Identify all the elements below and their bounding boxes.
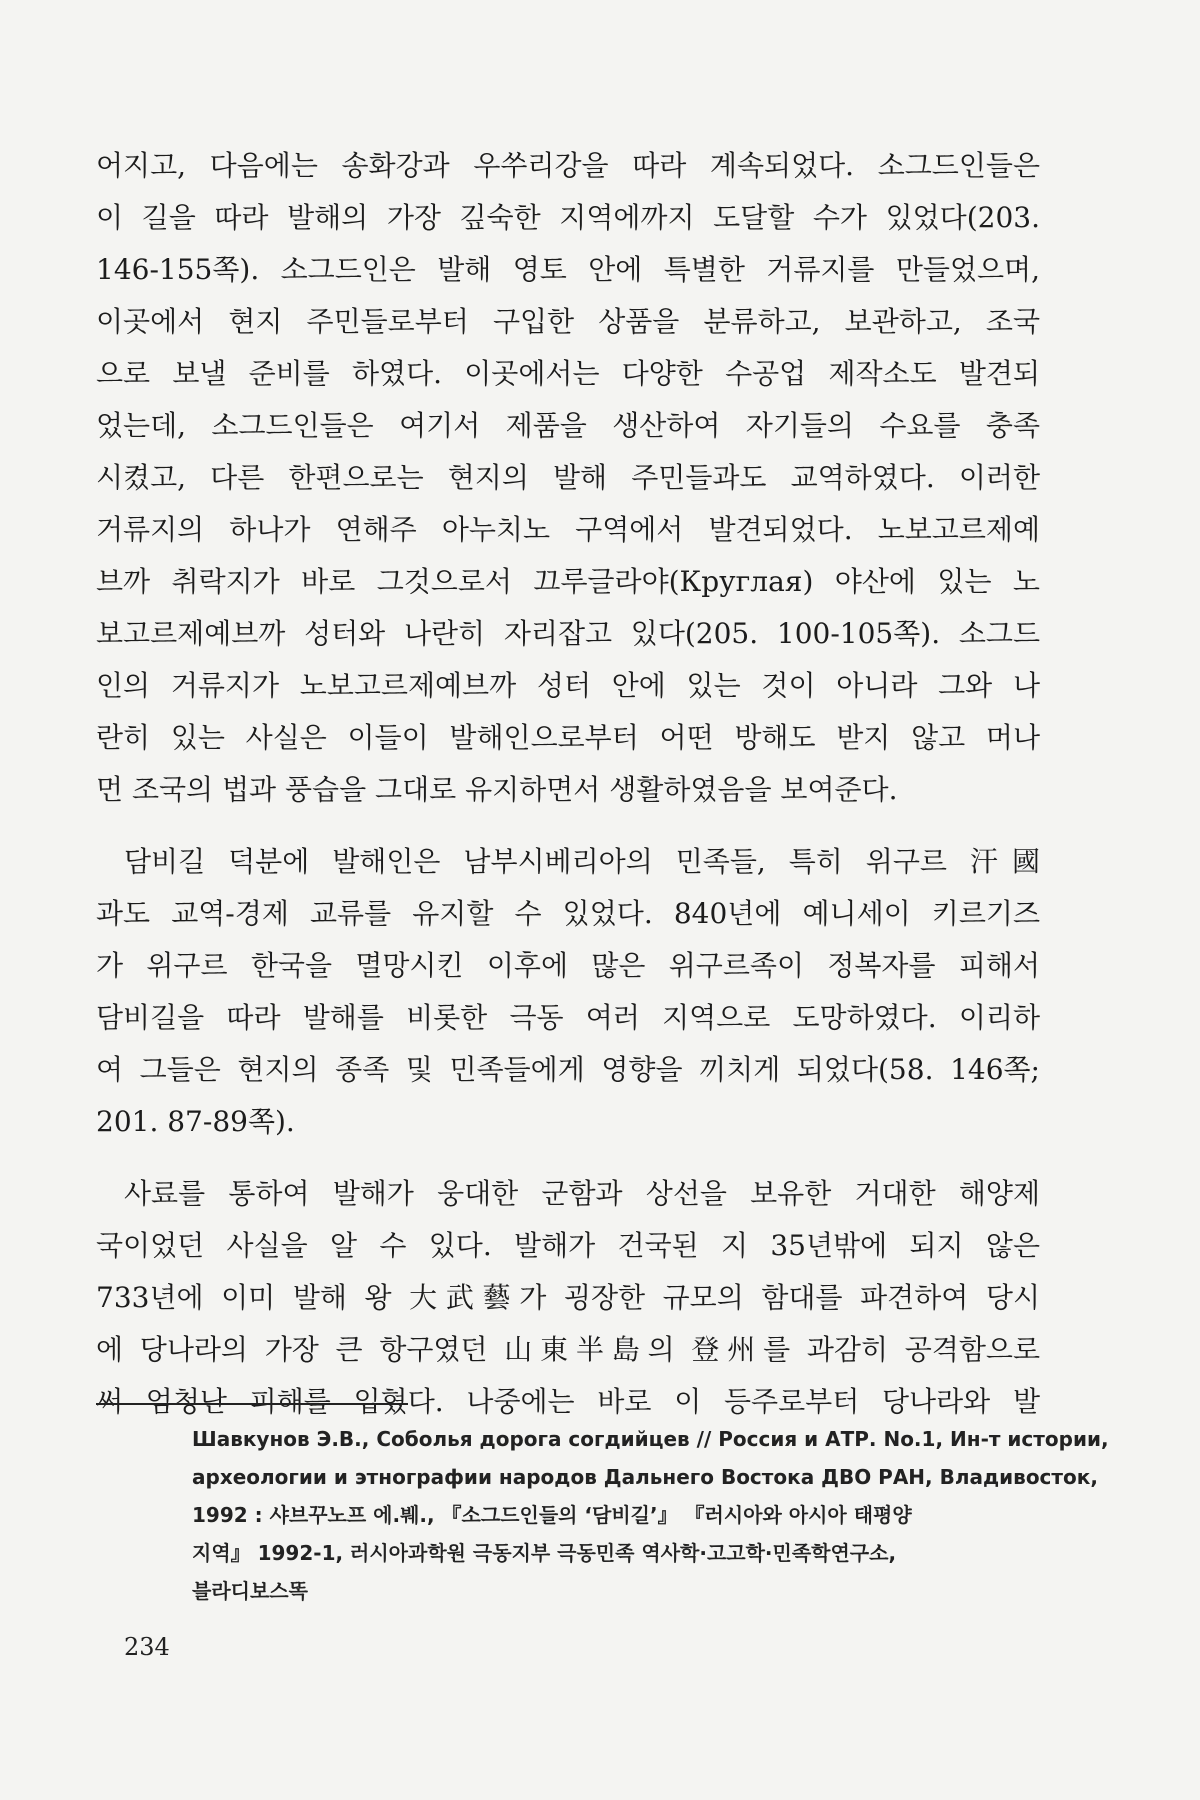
text-line: 국이었던 사실을 알 수 있다. 발해가 건국된 지 35년밖에 되지 않은 <box>96 1229 1040 1262</box>
paragraph-gap <box>96 816 1040 836</box>
body-text <box>96 140 1040 1428</box>
footnote-line: Шавкунов Э.В., Соболья дорога согдийцев // Россия и АТР. No.1, Ин-т истории, <box>192 1427 1109 1451</box>
text-line: 란히 있는 사실은 이들이 발해인으로부터 어떤 방해도 받지 않고 머나 <box>96 721 1040 754</box>
footnote-line: археологии и этнографии народов Дальнего Востока ДВО РАН, Владивосток, <box>192 1465 1098 1489</box>
footnote-line: 지역』 1992-1, 러시아과학원 극동지부 극동민족 역사학·고고학·민족학연구소, <box>192 1541 897 1565</box>
page-number: 234 <box>124 1633 170 1661</box>
footnote <box>192 1420 1109 1610</box>
text-line: 이 길을 따라 발해의 가장 깊숙한 지역에까지 도달할 수가 있었다(203. <box>96 201 1040 234</box>
footnote-line: 블라디보스똑 <box>192 1579 308 1603</box>
text-line: 었는데, 소그드인들은 여기서 제품을 생산하여 자기들의 수요를 충족 <box>96 409 1040 442</box>
text-line: 먼 조국의 법과 풍습을 그대로 유지하면서 생활하였음을 보여준다. <box>96 773 898 806</box>
paragraph-gap <box>96 1148 1040 1168</box>
paragraph-1 <box>96 140 1040 816</box>
paragraph-2 <box>96 836 1040 1148</box>
paragraph-3 <box>96 1168 1040 1428</box>
text-line: 브까 취락지가 바로 그것으로서 끄루글라야(Круглая) 야산에 있는 노 <box>96 565 1040 598</box>
text-line: 사료를 통하여 발해가 웅대한 군함과 상선을 보유한 거대한 해양제 <box>124 1177 1040 1210</box>
text-line: 으로 보낼 준비를 하였다. 이곳에서는 다양한 수공업 제작소도 발견되 <box>96 357 1040 390</box>
text-line: 여 그들은 현지의 종족 및 민족들에게 영향을 끼치게 되었다(58. 146쪽; <box>96 1053 1040 1086</box>
footnote-line: 1992 : 샤브꾸노프 에.붸., 『소그드인들의 ‘담비길’』 『러시아와 아시아 태평양 <box>192 1503 912 1527</box>
text-line: 과도 교역-경제 교류를 유지할 수 있었다. 840년에 예니세이 키르기즈 <box>96 897 1040 930</box>
text-line: 146-155쪽). 소그드인은 발해 영토 안에 특별한 거류지를 만들었으며, <box>96 253 1040 286</box>
text-line: 인의 거류지가 노보고르제예브까 성터 안에 있는 것이 아니라 그와 나 <box>96 669 1040 702</box>
text-line: 201. 87-89쪽). <box>96 1105 295 1138</box>
text-line: 시켰고, 다른 한편으로는 현지의 발해 주민들과도 교역하였다. 이러한 <box>96 461 1040 494</box>
footnote-divider <box>96 1403 408 1405</box>
text-line: 담비길을 따라 발해를 비롯한 극동 여러 지역으로 도망하였다. 이리하 <box>96 1001 1040 1034</box>
text-line: 733년에 이미 발해 왕 大武藝가 굉장한 규모의 함대를 파견하여 당시 <box>96 1281 1040 1314</box>
text-line: 이곳에서 현지 주민들로부터 구입한 상품을 분류하고, 보관하고, 조국 <box>96 305 1040 338</box>
text-line: 가 위구르 한국을 멸망시킨 이후에 많은 위구르족이 정복자를 피해서 <box>96 949 1040 982</box>
text-line: 보고르제예브까 성터와 나란히 자리잡고 있다(205. 100-105쪽). 소그드 <box>96 617 1040 650</box>
text-line: 써 엄청난 피해를 입혔다. 나중에는 바로 이 등주로부터 당나라와 발 <box>96 1385 1040 1418</box>
text-line: 에 당나라의 가장 큰 항구였던 山東半島의 登州를 과감히 공격함으로 <box>96 1333 1040 1366</box>
text-line: 담비길 덕분에 발해인은 남부시베리아의 민족들, 특히 위구르 汗國 <box>124 845 1040 878</box>
text-line: 어지고, 다음에는 송화강과 우쑤리강을 따라 계속되었다. 소그드인들은 <box>96 149 1040 182</box>
text-line: 거류지의 하나가 연해주 아누치노 구역에서 발견되었다. 노보고르제예 <box>96 513 1040 546</box>
